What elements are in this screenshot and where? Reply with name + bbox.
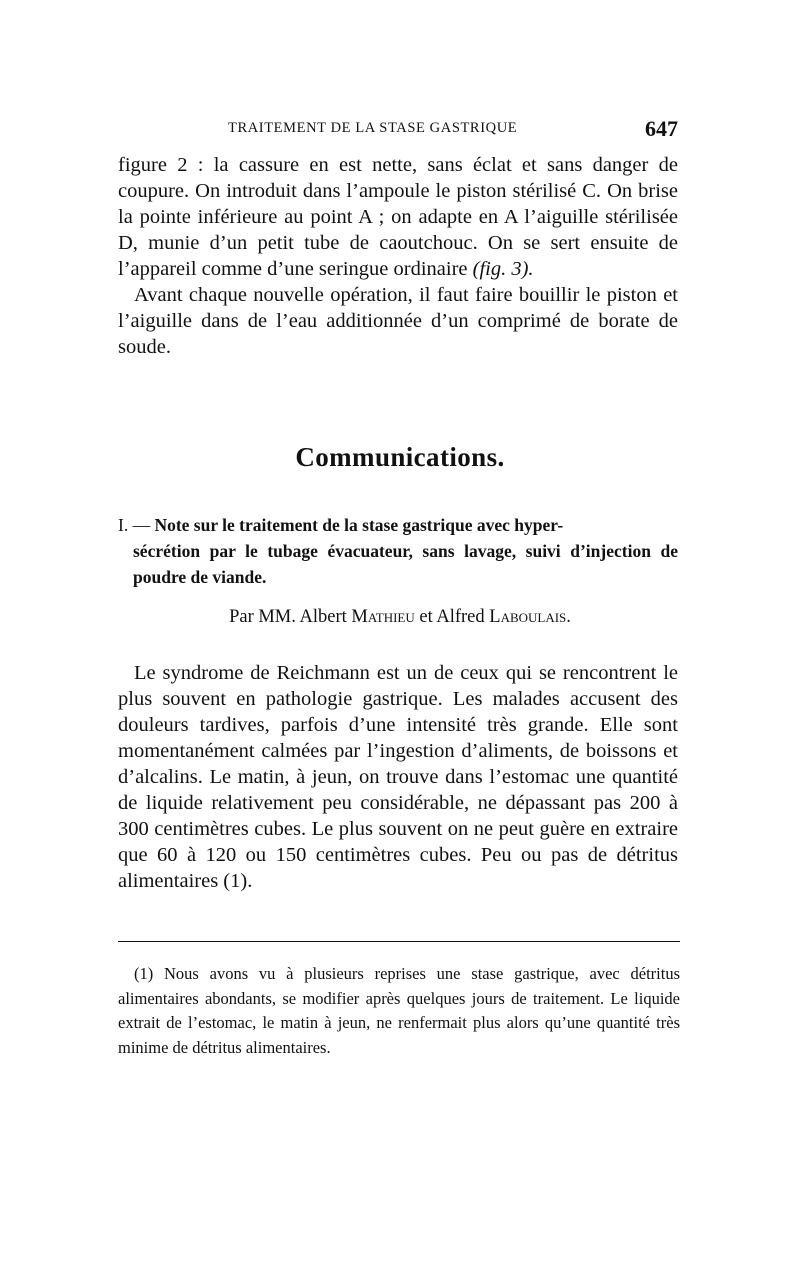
- continuation-paragraph-text: figure 2 : la cassure en est nette, sans éclat et sans danger de coupure. On introduit dans l’ampoule le piston stérilisé C. On brise la pointe inférieure au point A ; on adapte en A l’aiguille stérilisée D, munie d’un petit tube de caoutchouc. On se sert ensuite de l’appareil comme d’une seringue ordinaire: [118, 154, 678, 280]
- note-title: [118, 512, 678, 590]
- page-number: 647: [645, 116, 678, 141]
- continuation-paragraph: [118, 152, 678, 282]
- author-1-surname: Mathieu: [351, 607, 415, 627]
- footnote-text: (1) Nous avons vu à plusieurs reprises une stase gastrique, avec détritus alimentaires abondants, se modifier après quelques jours de traitement. Le liquide extrait de l’estomac, le matin à jeun, ne renfermait plus alors qu’une quantité très minime de détritus alimentaires.: [118, 964, 680, 1057]
- authors-middle: et Alfred: [419, 607, 485, 627]
- continuation-text: [118, 152, 678, 360]
- body-paragraph: Le syndrome de Reichmann est un de ceux qui se rencontrent le plus souvent en pathologie gastrique. Les malades accusent des douleurs tardives, parfois d’une intensité très grande. Elle sont momentanément calmées par l’ingestion d’aliments, de boissons et d’alcalins. Le matin, à jeun, on trouve dans l’estomac une quantité de liquide relativement peu considérable, ne dépassant pas 200 à 300 centimètres cubes. Le plus souvent on ne peut guère en extraire que 60 à 120 ou 150 centimètres cubes. Peu ou pas de détritus alimentaires (1).: [118, 662, 678, 892]
- footnote-divider: [118, 941, 680, 942]
- body-text: [118, 660, 678, 894]
- note-title-continuation: sécrétion par le tubage évacuateur, sans lavage, suivi d’injection de poudre de viande.: [133, 541, 678, 587]
- running-head: [118, 116, 678, 142]
- note-title-line-1: Note sur le traitement de la stase gastrique avec hyper-: [154, 515, 564, 535]
- authors-line: [0, 607, 800, 628]
- footnote: [118, 962, 680, 1060]
- running-title: TRAITEMENT DE LA STASE GASTRIQUE: [228, 120, 518, 136]
- authors-prefix: Par MM. Albert: [229, 607, 347, 627]
- figure-reference: (fig. 3).: [472, 258, 534, 280]
- boiling-paragraph: Avant chaque nouvelle opération, il faut faire bouillir le piston et l’aiguille dans de l’eau additionnée d’un comprimé de borate de soude.: [118, 284, 678, 358]
- author-2-surname: Laboulais.: [489, 607, 571, 627]
- note-number: I. —: [118, 515, 151, 535]
- section-heading: Communications.: [295, 442, 505, 472]
